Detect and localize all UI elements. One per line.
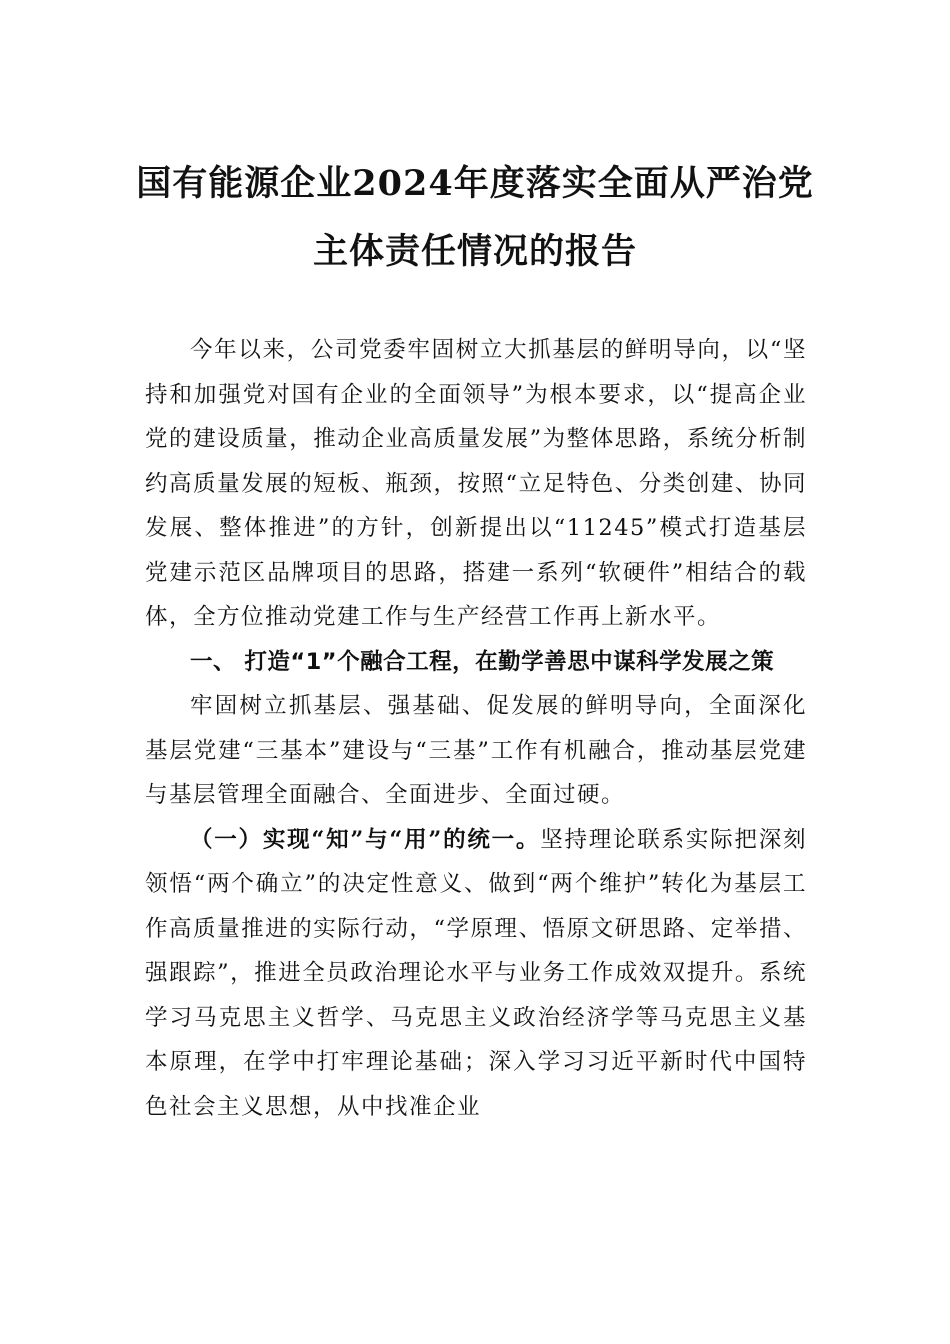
subsection-1-paragraph <box>145 818 807 1130</box>
document-title-line-2: 主体责任情况的报告 <box>312 231 637 272</box>
subsection-1-text: 坚持理论联系实际把深刻领悟“两个确立”的决定性意义、做到“两个维护”转化为基层工作高质量推进的实际行动，“学原理、悟原文研思路、定举措、强跟踪”，推进全员政治理论水平与业务工作成效双提升。系统学习马克思主义哲学、马克思主义政治经济学等马克思主义基本原理，在学中打牢理论基础；深入学习习近平新时代中国特色社会主义思想，从中找准企业 <box>145 826 807 1120</box>
subsection-1-heading: （一）实现“知”与“用”的统一。 <box>190 826 541 853</box>
intro-paragraph: 今年以来，公司党委牢固树立大抓基层的鲜明导向，以“坚持和加强党对国有企业的全面领导”为根本要求，以“提高企业党的建设质量，推动企业高质量发展”为整体思路，系统分析制约高质量发展的短板、瓶颈，按照“立足特色、分类创建、协同发展、整体推进”的方针，创新提出以“11245”模式打造基层党建示范区品牌项目的思路，搭建一系列“软硬件”相结合的载体，全方位推动党建工作与生产经营工作再上新水平。 <box>145 337 807 630</box>
section-1-heading: 一、 打造“1”个融合工程，在勤学善思中谋科学发展之策 <box>190 648 775 675</box>
section-1-paragraph: 牢固树立抓基层、强基础、促发展的鲜明导向，全面深化基层党建“三基本”建设与“三基”工作有机融合，推动基层党建与基层管理全面融合、全面进步、全面过硬。 <box>145 693 807 808</box>
document-body <box>145 328 807 1129</box>
document-title-line-1: 国有能源企业2024年度落实全面从严治党 <box>136 163 814 204</box>
